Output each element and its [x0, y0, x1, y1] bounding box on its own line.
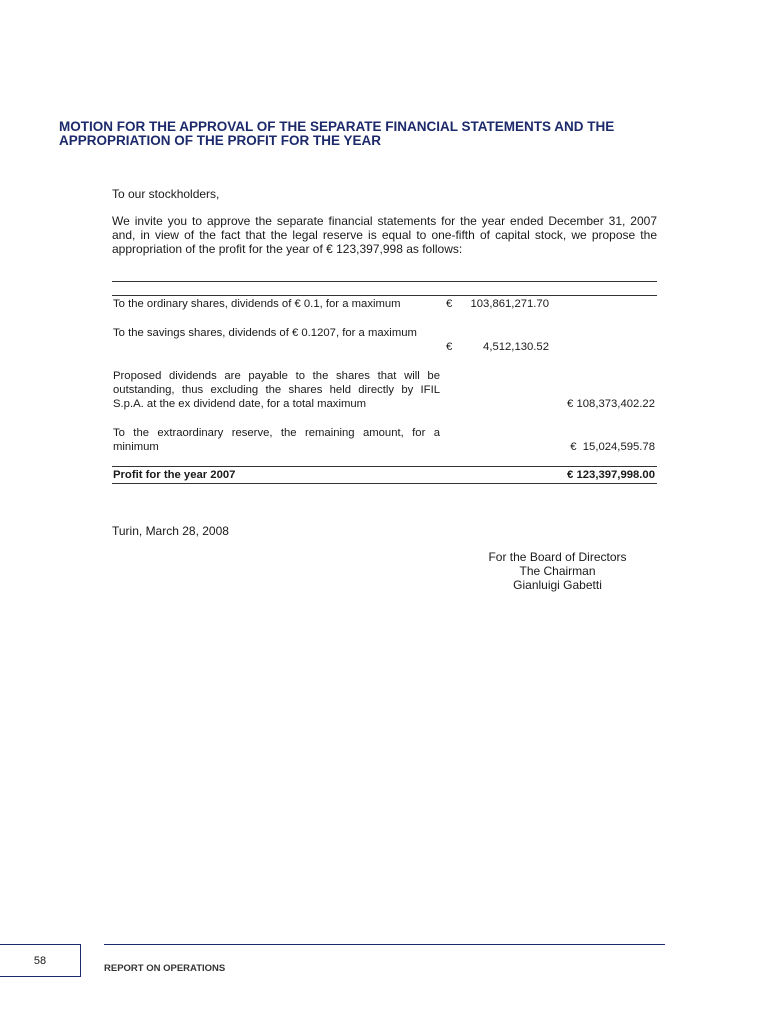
row-description: To the savings shares, dividends of € 0.1207, for a maximum: [113, 327, 417, 339]
title-line-1: MOTION FOR THE APPROVAL OF THE SEPARATE FINANCIAL STATEMENTS AND THE: [59, 119, 615, 134]
row-amount: 103,861,271.70: [470, 298, 549, 310]
table-total-top-rule: [112, 466, 657, 467]
title-line-2: APPROPRIATION OF THE PROFIT FOR THE YEAR: [59, 133, 382, 148]
salutation: To our stockholders,: [112, 187, 220, 201]
row-description: To the extraordinary reserve, the remaining amount, for a minimum: [113, 427, 440, 453]
footer-section-label: REPORT ON OPERATIONS: [104, 963, 226, 974]
intro-paragraph: We invite you to approve the separate financial statements for the year ended December 31, 2007 and, in view of the fact that the legal reserve is equal to one-fifth of capital stock, we propose the appropriation of the profit for the year of € 123,397,998 as follows:: [112, 214, 657, 256]
row-currency: €: [446, 341, 453, 353]
row-description: Proposed dividends are payable to the shares that will be outstanding, thus excluding the shares held directly by IFIL S.p.A. at the ex dividend date, for a total maximum: [113, 370, 440, 410]
signature-line-3: Gianluigi Gabetti: [513, 578, 602, 592]
total-label: Profit for the year 2007: [113, 469, 236, 481]
row-description: To the ordinary shares, dividends of € 0.1, for a maximum: [113, 298, 401, 310]
document-title: [59, 120, 669, 148]
row-total-amount: € 15,024,595.78: [570, 441, 655, 453]
table-bottom-rule: [112, 483, 657, 484]
table-top-rule: [112, 281, 657, 282]
footer-rule: [104, 944, 665, 945]
page-number: 58: [0, 944, 81, 977]
total-amount: € 123,397,998.00: [567, 469, 655, 481]
signature-block: [470, 550, 645, 592]
row-currency: €: [446, 298, 453, 310]
row-total-amount: € 108,373,402.22: [567, 398, 655, 410]
table-header-rule: [112, 295, 657, 296]
row-amount: 4,512,130.52: [483, 341, 549, 353]
signature-line-2: The Chairman: [519, 564, 596, 578]
signature-line-1: For the Board of Directors: [488, 550, 627, 564]
place-and-date: Turin, March 28, 2008: [112, 524, 229, 538]
